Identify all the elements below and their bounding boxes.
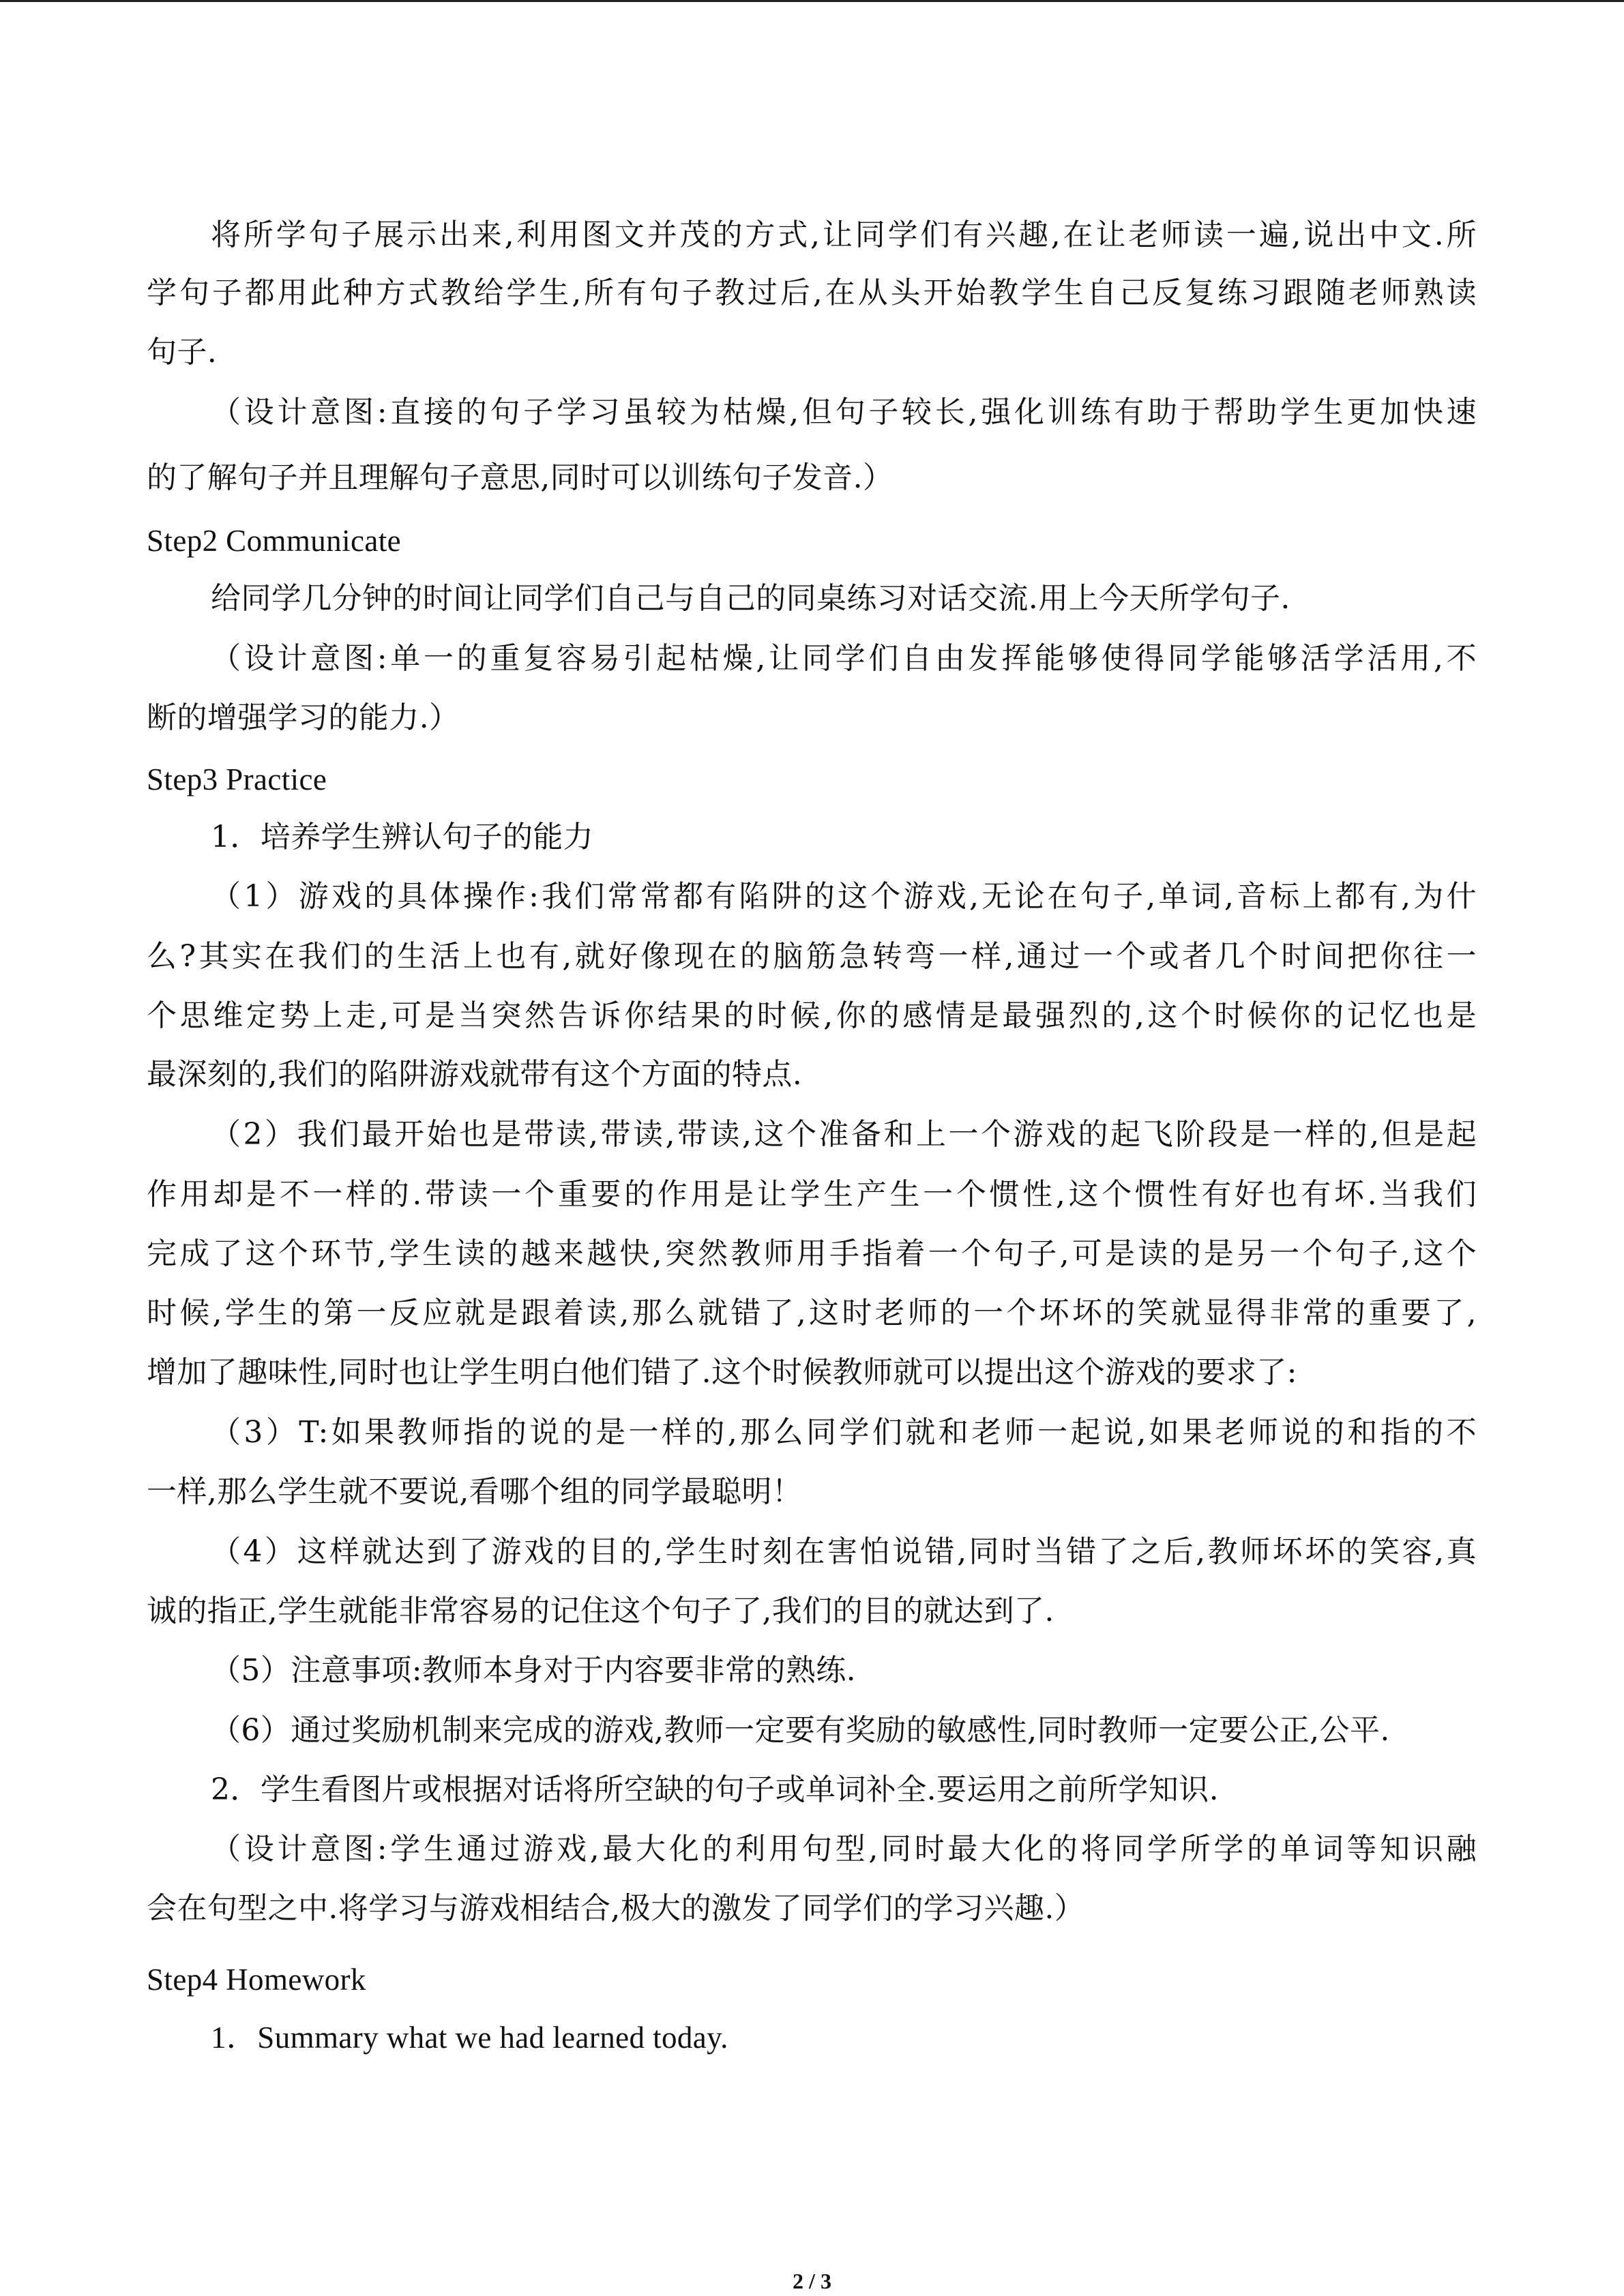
section-heading-step4: Step4 Homework [147,1963,366,1997]
paragraph-line: 一样,那么学生就不要说,看哪个组的同学最聪明！ [147,1474,803,1509]
paragraph-line: 个思维定势上走,可是当突然告诉你结果的时候,你的感情是最强烈的,这个时候你的记忆也是 [147,998,1477,1033]
paragraph-line: 句子. [147,335,218,370]
page-number: 2 / 3 [793,2269,831,2293]
list-item-heading: 2．学生看图片或根据对话将所空缺的句子或单词补全.要运用之前所学知识. [211,1772,1219,1807]
paragraph-line: （2）我们最开始也是带读,带读,带读,这个准备和上一个游戏的起飞阶段是一样的,但是起 [211,1117,1477,1152]
section-heading-step3: Step3 Practice [147,762,327,796]
paragraph-line: 学句子都用此种方式教给学生,所有句子教过后,在从头开始教学生自己反复练习跟随老师熟读 [147,275,1477,310]
paragraph-line: 增加了趣味性,同时也让学生明白他们错了.这个时候教师就可以提出这个游戏的要求了: [147,1355,1297,1390]
paragraph-line: （6）通过奖励机制来完成的游戏,教师一定要有奖励的敏感性,同时教师一定要公正,公平. [211,1713,1390,1748]
design-intent-line: 断的增强学习的能力.） [147,700,460,735]
design-intent-line: （设计意图:直接的句子学习虽较为枯燥,但句子较长,强化训练有助于帮助学生更加快速 [211,395,1477,430]
paragraph-line: （4）这样就达到了游戏的目的,学生时刻在害怕说错,同时当错了之后,教师坏坏的笑容,真 [211,1534,1477,1569]
list-item-heading: 1．培养学生辨认句子的能力 [211,820,594,854]
list-item-heading: 1．Summary what we had learned today. [211,2021,728,2055]
top-border-rule [0,0,1624,2]
paragraph-line: 最深刻的,我们的陷阱游戏就带有这个方面的特点. [147,1057,803,1092]
paragraph-line: （5）注意事项:教师本身对于内容要非常的熟练. [211,1653,857,1688]
paragraph-line: 诚的指正,学生就能非常容易的记住这个句子了,我们的目的就达到了. [147,1594,1054,1628]
design-intent-line: （设计意图:学生通过游戏,最大化的利用句型,同时最大化的将同学所学的单词等知识融 [211,1832,1477,1866]
design-intent-line: （设计意图:单一的重复容易引起枯燥,让同学们自由发挥能够使得同学能够活学活用,不 [211,641,1477,676]
paragraph-line: 将所学句子展示出来,利用图文并茂的方式,让同学们有兴趣,在让老师读一遍,说出中文.所 [211,218,1477,252]
paragraph-line: （3）T:如果教师指的说的是一样的,那么同学们就和老师一起说,如果老师说的和指的不 [211,1415,1477,1450]
paragraph-line: 么?其实在我们的生活上也有,就好像现在的脑筋急转弯一样,通过一个或者几个时间把你往一 [147,939,1477,974]
paragraph-line: 完成了这个环节,学生读的越来越快,突然教师用手指着一个句子,可是读的是另一个句子,这个 [147,1236,1477,1271]
paragraph-line: 时候,学生的第一反应就是跟着读,那么就错了,这时老师的一个坏坏的笑就显得非常的重要了, [147,1296,1477,1330]
paragraph-line: （1）游戏的具体操作:我们常常都有陷阱的这个游戏,无论在句子,单词,音标上都有,为什 [211,879,1477,914]
design-intent-line: 会在句型之中.将学习与游戏相结合,极大的激发了同学们的学习兴趣.） [147,1891,1085,1926]
paragraph-line: 给同学几分钟的时间让同学们自己与自己的同桌练习对话交流.用上今天所学句子. [211,581,1290,616]
paragraph-line: 作用却是不一样的.带读一个重要的作用是让学生产生一个惯性,这个惯性有好也有坏.当我们 [147,1177,1477,1212]
design-intent-line: 的了解句子并且理解句子意思,同时可以训练句子发音.） [147,460,894,495]
section-heading-step2: Step2 Communicate [147,524,401,558]
